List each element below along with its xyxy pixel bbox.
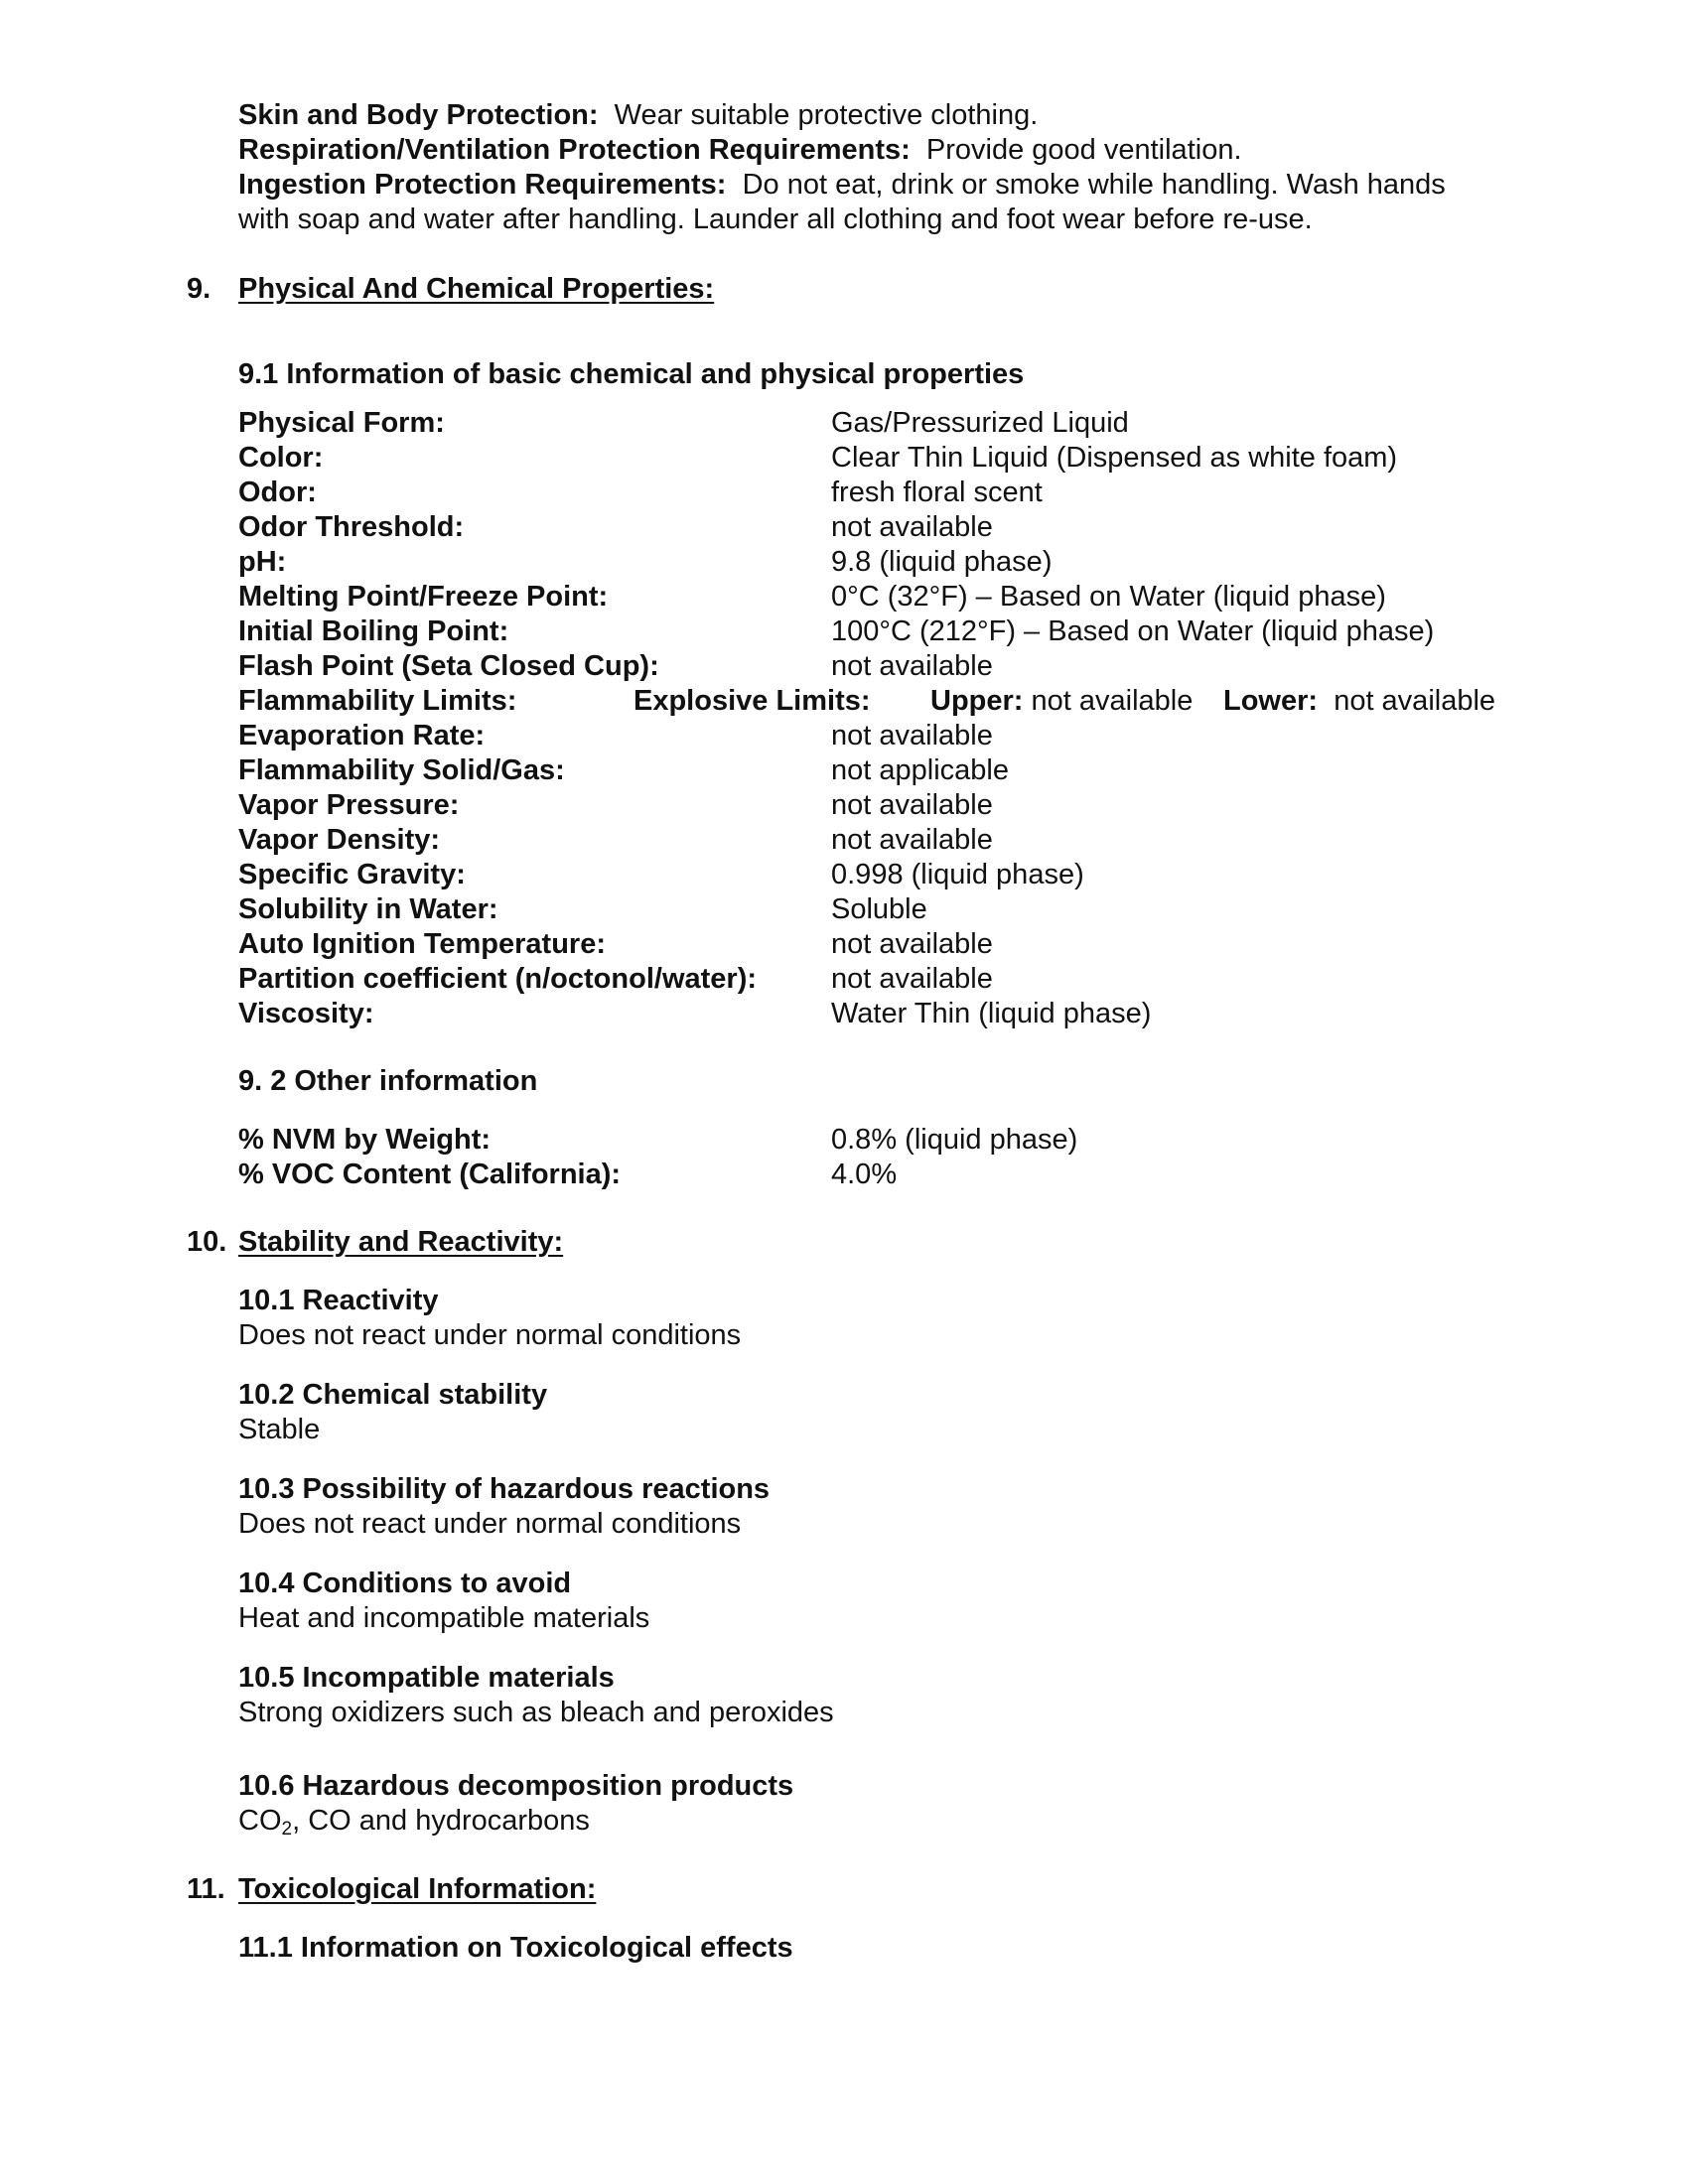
property-label: Partition coefficient (n/octonol/water): xyxy=(238,963,758,995)
section-9-2-title: 9. 2 Other information xyxy=(238,1065,538,1097)
property-value: 100°C (212°F) – Based on Water (liquid phase) xyxy=(831,615,1435,647)
property-row xyxy=(238,510,1529,545)
explosive-limits-label: Explosive Limits: xyxy=(633,685,871,717)
section-10-6-text xyxy=(238,1804,590,1839)
ingestion-protection-text-cont: with soap and water after handling. Launder all clothing and foot wear before re-use. xyxy=(238,204,1313,235)
property-value: 0.998 (liquid phase) xyxy=(831,859,1084,890)
property-value: not available xyxy=(831,928,993,960)
ingestion-protection-text: Do not eat, drink or smoke while handling. Wash hands xyxy=(742,169,1446,201)
section-10-item-text: Does not react under normal conditions xyxy=(238,1508,742,1540)
lower-limit-label: Lower: xyxy=(1223,685,1319,717)
property-label: Evaporation Rate: xyxy=(238,720,486,751)
section-10-item-title: 10.1 Reactivity xyxy=(238,1285,439,1316)
section-10-item-text: Strong oxidizers such as bleach and peroxides xyxy=(238,1697,834,1728)
skin-protection-label: Skin and Body Protection: xyxy=(238,99,599,131)
property-label: Flash Point (Seta Closed Cup): xyxy=(238,650,659,682)
property-row xyxy=(238,441,1529,476)
property-value: not available xyxy=(831,963,993,995)
property-row xyxy=(238,476,1529,510)
flammability-limits-label: Flammability Limits: xyxy=(238,685,517,717)
section-10-item-title: 10.4 Conditions to avoid xyxy=(238,1568,572,1599)
section-10-item-title: 10.3 Possibility of hazardous reactions xyxy=(238,1473,771,1505)
property-label: Vapor Density: xyxy=(238,824,441,856)
property-label: Solubility in Water: xyxy=(238,893,498,925)
property-row xyxy=(238,580,1529,614)
respiration-protection-label: Respiration/Ventilation Protection Requirements: xyxy=(238,134,911,166)
section-9-heading xyxy=(187,272,714,307)
section-11-title: Toxicological Information: xyxy=(238,1873,597,1905)
skin-protection-line xyxy=(238,98,1038,133)
co2-text: CO xyxy=(238,1805,282,1837)
section-11-heading xyxy=(187,1872,596,1907)
section-10-item-text: Heat and incompatible materials xyxy=(238,1602,650,1634)
other-info-row xyxy=(238,1158,1529,1192)
section-10-heading xyxy=(187,1225,563,1260)
property-label: Viscosity: xyxy=(238,998,374,1029)
decomposition-rest-text: , CO and hydrocarbons xyxy=(292,1805,590,1837)
property-label: Flammability Solid/Gas: xyxy=(238,754,565,786)
property-row xyxy=(238,649,1529,684)
property-label: Odor Threshold: xyxy=(238,511,465,543)
property-value: Clear Thin Liquid (Dispensed as white foam) xyxy=(831,442,1398,474)
property-value: not available xyxy=(831,511,993,543)
property-value: not applicable xyxy=(831,754,1009,786)
other-info-value: 0.8% (liquid phase) xyxy=(831,1124,1078,1156)
section-10-item-title: 10.2 Chemical stability xyxy=(238,1379,548,1411)
property-label: Initial Boiling Point: xyxy=(238,615,509,647)
upper-limit-label: Upper: xyxy=(930,685,1024,717)
property-label: Auto Ignition Temperature: xyxy=(238,928,607,960)
property-label: Vapor Pressure: xyxy=(238,789,460,821)
lower-limit xyxy=(1223,684,1495,719)
upper-limit-value: not available xyxy=(1031,685,1194,717)
other-info-value: 4.0% xyxy=(831,1159,898,1190)
section-10-item-title: 10.5 Incompatible materials xyxy=(238,1662,615,1694)
property-row xyxy=(238,997,1529,1031)
property-value: 0°C (32°F) – Based on Water (liquid phase) xyxy=(831,581,1386,613)
section-10-number: 10. xyxy=(187,1226,227,1258)
property-row xyxy=(238,962,1529,997)
property-row xyxy=(238,614,1529,649)
co2-subscript: 2 xyxy=(281,1819,293,1840)
section-9-title: Physical And Chemical Properties: xyxy=(238,273,715,305)
section-11-1-title: 11.1 Information on Toxicological effects xyxy=(238,1932,793,1964)
section-10-item-text: Stable xyxy=(238,1414,321,1445)
ingestion-protection-label: Ingestion Protection Requirements: xyxy=(238,169,727,201)
property-row xyxy=(238,406,1529,441)
property-row xyxy=(238,927,1529,962)
section-10-6-title: 10.6 Hazardous decomposition products xyxy=(238,1770,794,1802)
section-10-title: Stability and Reactivity: xyxy=(238,1226,564,1258)
property-row xyxy=(238,753,1529,788)
property-label: Melting Point/Freeze Point: xyxy=(238,581,609,613)
property-row xyxy=(238,892,1529,927)
property-value: Soluble xyxy=(831,893,927,925)
property-label: Physical Form: xyxy=(238,407,445,439)
property-row xyxy=(238,858,1529,892)
property-label: pH: xyxy=(238,546,287,578)
respiration-protection-text: Provide good ventilation. xyxy=(925,134,1242,166)
property-value: Gas/Pressurized Liquid xyxy=(831,407,1129,439)
flammability-limits-row xyxy=(238,684,1529,719)
property-value: 9.8 (liquid phase) xyxy=(831,546,1053,578)
property-value: fresh floral scent xyxy=(831,477,1043,508)
property-row xyxy=(238,719,1529,753)
property-value: not available xyxy=(831,720,993,751)
property-label: Color: xyxy=(238,442,324,474)
respiration-protection-line xyxy=(238,133,1242,168)
ingestion-protection-line xyxy=(238,168,1446,203)
property-value: not available xyxy=(831,789,993,821)
section-9-1-title: 9.1 Information of basic chemical and physical properties xyxy=(238,358,1025,390)
property-label: Odor: xyxy=(238,477,317,508)
lower-limit-value: not available xyxy=(1334,685,1496,717)
skin-protection-text: Wear suitable protective clothing. xyxy=(614,99,1039,131)
property-label: Specific Gravity: xyxy=(238,859,466,890)
property-value: not available xyxy=(831,650,993,682)
section-10-item-text: Does not react under normal conditions xyxy=(238,1319,742,1351)
other-info-label: % VOC Content (California): xyxy=(238,1159,622,1190)
property-row xyxy=(238,823,1529,858)
section-9-number: 9. xyxy=(187,273,211,305)
property-value: Water Thin (liquid phase) xyxy=(831,998,1152,1029)
upper-limit xyxy=(930,684,1193,719)
property-value: not available xyxy=(831,824,993,856)
other-info-row xyxy=(238,1123,1529,1158)
property-row xyxy=(238,788,1529,823)
section-11-number: 11. xyxy=(187,1873,225,1905)
property-row xyxy=(238,545,1529,580)
other-info-label: % NVM by Weight: xyxy=(238,1124,492,1156)
